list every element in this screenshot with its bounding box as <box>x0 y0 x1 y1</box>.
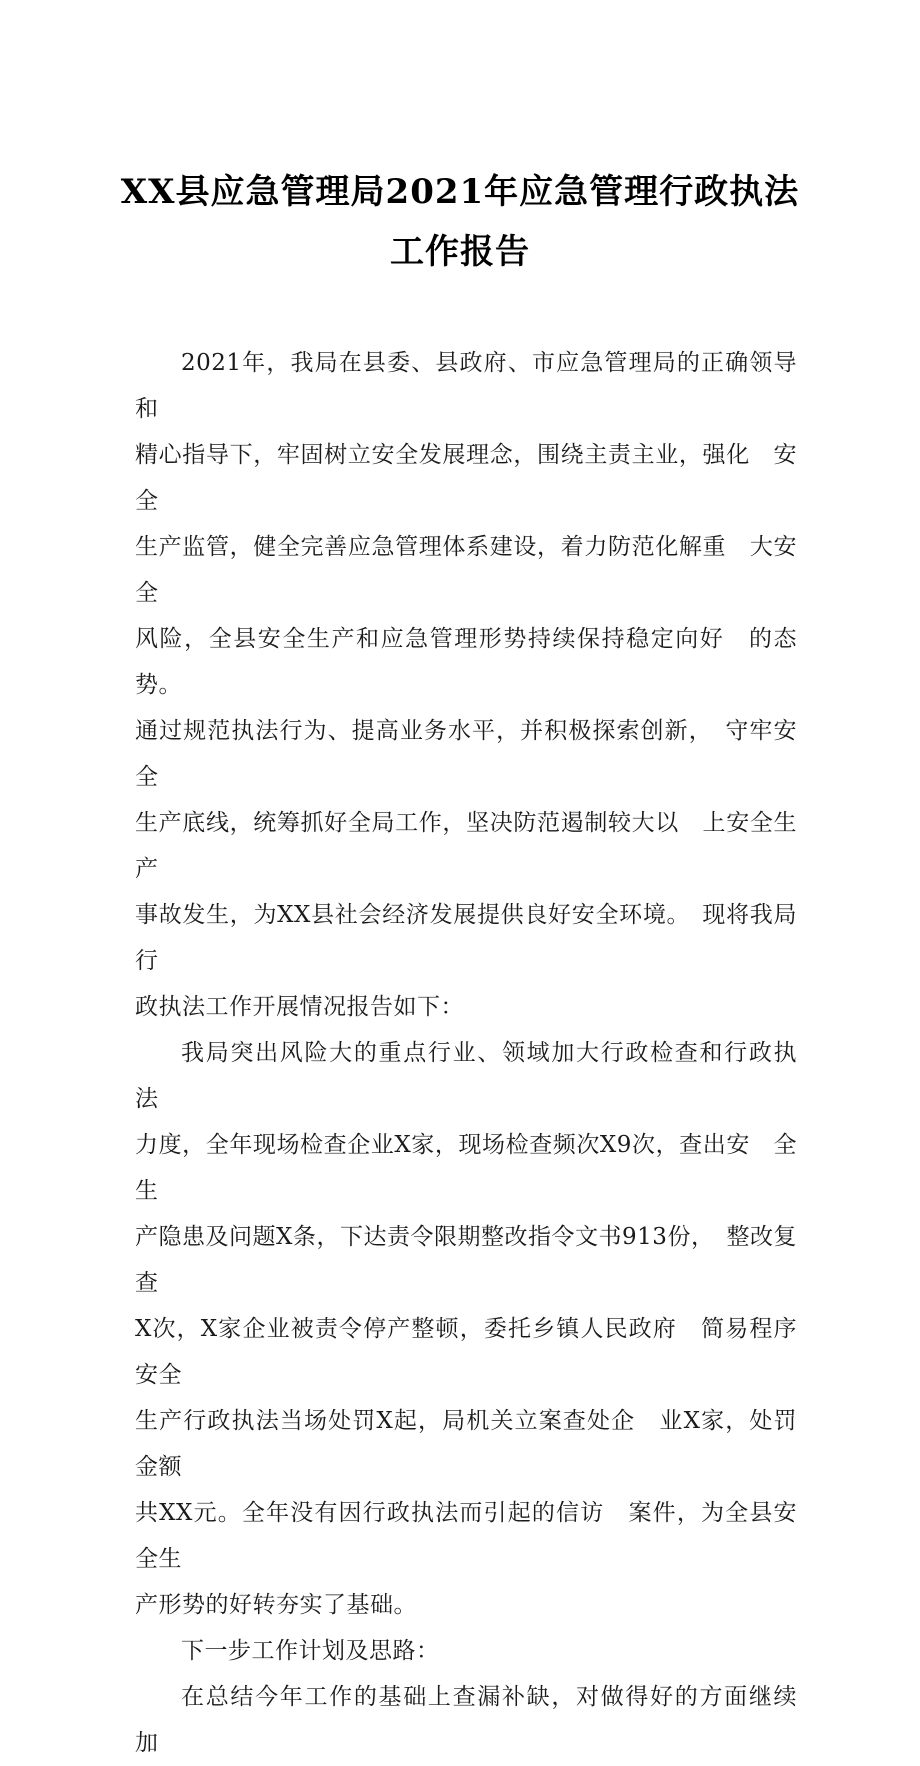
text-line: 生产监管，健全完善应急管理体系建设，着力防范化解重 大安全 <box>135 534 797 606</box>
paragraph <box>135 1628 797 1674</box>
text-line: 我局突出风险大的重点行业、领域加大行政检查和行政执 法 <box>135 1040 821 1112</box>
text-line: 在总结今年工作的基础上查漏补缺，对做得好的方面继续 加 <box>135 1684 821 1756</box>
text-line: 力度，全年现场检查企业X家，现场检查频次X9次，查出安 全生 <box>135 1132 797 1204</box>
text-line: 下一步工作计划及思路： <box>181 1638 440 1664</box>
document-title-line-2: 工作报告 <box>390 232 530 272</box>
document-page <box>0 162 920 1756</box>
text-line: X次，X家企业被责令停产整顿，委托乡镇人民政府 简易程序安全 <box>135 1316 797 1388</box>
paragraph <box>135 1030 821 1628</box>
paragraph <box>135 340 821 1030</box>
text-line: 政执法工作开展情况报告如下： <box>135 994 464 1020</box>
text-line: 事故发生，为XX县社会经济发展提供良好安全环境。 现将我局行 <box>135 902 797 974</box>
document-body <box>135 340 821 1766</box>
text-line: 生产行政执法当场处罚X起，局机关立案查处企 业X家，处罚金额 <box>135 1408 797 1480</box>
paragraph <box>135 1674 821 1766</box>
text-line: 精心指导下，牢固树立安全发展理念，围绕主责主业，强化 安全 <box>135 442 797 514</box>
text-line: 共XX元。全年没有因行政执法而引起的信访 案件，为全县安全生 <box>135 1500 797 1572</box>
text-line: 产隐患及问题X条，下达责令限期整改指令文书913份， 整改复查 <box>135 1224 797 1296</box>
document-title-line-1: XX县应急管理局2021年应急管理行政执法 <box>120 172 800 212</box>
text-line: 风险，全县安全生产和应急管理形势持续保持稳定向好 的态势。 <box>135 626 797 698</box>
text-line: 产形势的好转夯实了基础。 <box>135 1592 417 1618</box>
text-line: 2021年，我局在县委、县政府、市应急管理局的正确领导 和 <box>135 350 821 422</box>
text-line: 生产底线，统筹抓好全局工作，坚决防范遏制较大以 上安全生产 <box>135 810 797 882</box>
text-line: 通过规范执法行为、提高业务水平，并积极探索创新， 守牢安全 <box>135 718 797 790</box>
document-title <box>110 162 810 282</box>
